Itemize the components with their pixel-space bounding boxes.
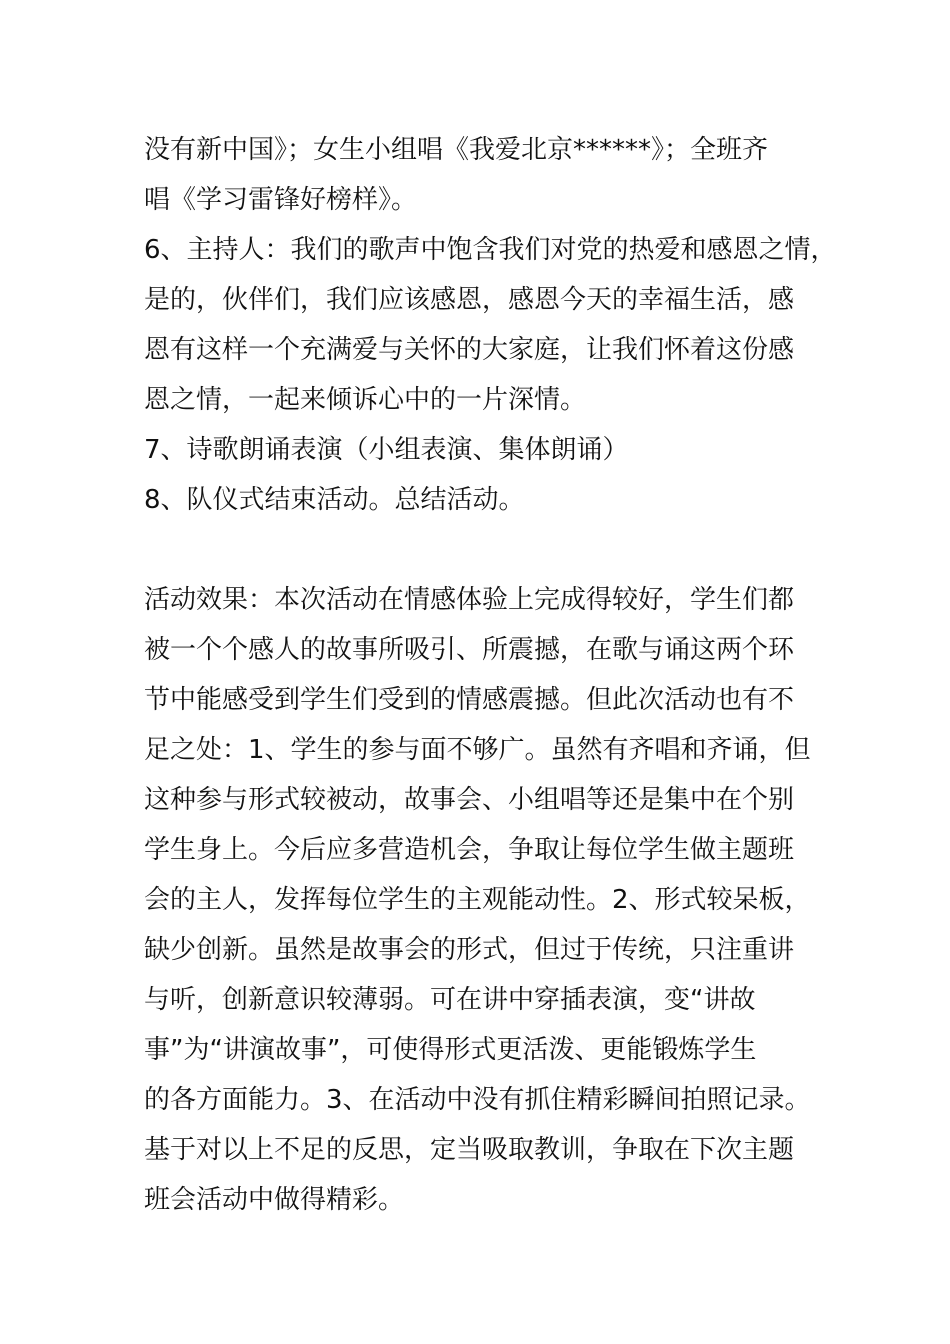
text-line: 与听，创新意识较薄弱。可在讲中穿插表演，变“讲故 xyxy=(144,985,756,1015)
text-line: 恩之情，一起来倾诉心中的一片深情。 xyxy=(144,385,587,415)
text-line: 足之处：1、学生的参与面不够广。虽然有齐唱和齐诵，但 xyxy=(144,735,811,765)
text-line: 节中能感受到学生们受到的情感震撼。但此次活动也有不 xyxy=(144,685,795,715)
text-line: 事”为“讲演故事”，可使得形式更活泼、更能锻炼学生 xyxy=(144,1035,757,1065)
text-line: 学生身上。今后应多营造机会，争取让每位学生做主题班 xyxy=(144,835,795,865)
text-line: 没有新中国》；女生小组唱《我爱北京******》；全班齐 xyxy=(144,135,769,165)
text-line: 班会活动中做得精彩。 xyxy=(144,1185,405,1215)
text-line: 会的主人，发挥每位学生的主观能动性。2、形式较呆板， xyxy=(144,885,811,915)
text-line: 活动效果：本次活动在情感体验上完成得较好，学生们都 xyxy=(144,585,795,615)
text-line: 缺少创新。虽然是故事会的形式，但过于传统，只注重讲 xyxy=(144,935,795,965)
text-line: 被一个个感人的故事所吸引、所震撼，在歌与诵这两个环 xyxy=(144,635,795,665)
text-line: 是的，伙伴们，我们应该感恩，感恩今天的幸福生活，感 xyxy=(144,285,795,315)
text-line: 恩有这样一个充满爱与关怀的大家庭，让我们怀着这份感 xyxy=(144,335,795,365)
text-line: 7、诗歌朗诵表演（小组表演、集体朗诵） xyxy=(144,435,629,465)
text-line: 基于对以上不足的反思，定当吸取教训，争取在下次主题 xyxy=(144,1135,795,1165)
text-line: 唱《学习雷锋好榜样》。 xyxy=(144,185,418,215)
text-line: 这种参与形式较被动，故事会、小组唱等还是集中在个别 xyxy=(144,785,795,815)
text-line: 6、主持人：我们的歌声中饱含我们对党的热爱和感恩之情， xyxy=(144,235,837,265)
text-line: 8、队仪式结束活动。总结活动。 xyxy=(144,485,525,515)
text-line: 的各方面能力。3、在活动中没有抓住精彩瞬间拍照记录。 xyxy=(144,1085,811,1115)
